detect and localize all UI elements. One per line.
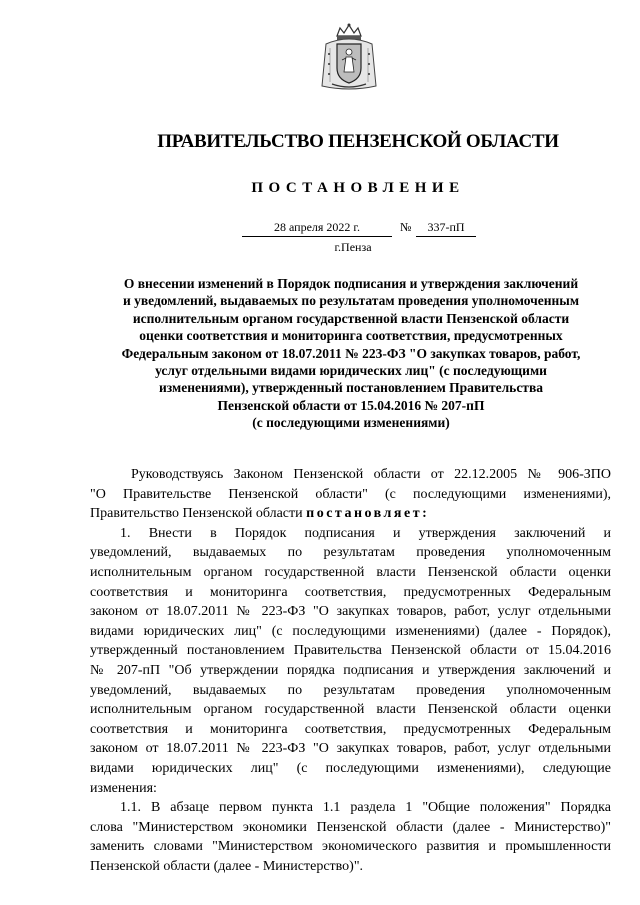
- government-name: ПРАВИТЕЛЬСТВО ПЕНЗЕНСКОЙ ОБЛАСТИ: [157, 131, 559, 152]
- heading-line: (с последующими изменениями): [252, 415, 450, 431]
- document-date: 28 апреля 2022 г.: [242, 220, 392, 237]
- heading-line: исполнительным органом государственной власти Пензенской области: [132, 310, 570, 326]
- heading-line: Пензенской области от 15.04.2016 № 207-пП: [217, 397, 485, 413]
- penza-coat-of-arms-icon: [318, 22, 380, 92]
- document-heading: [90, 275, 612, 432]
- body-line: видами юридических лиц" (с последующими изменениями) (далее - Порядок),: [90, 623, 611, 639]
- body-line: соответствия и мониторинга соответствия, предусмотренных Федеральным: [90, 721, 611, 737]
- document-type: ПОСТАНОВЛЕНИЕ: [251, 180, 465, 196]
- body-line: утвержденный постановлением Правительства Пензенской области от 15.04.2016: [90, 643, 611, 659]
- body-line: исполнительным органом государственной власти Пензенской области оценки: [90, 702, 611, 718]
- body-line: 1. Внести в Порядок подписания и утверждения заключений и: [120, 525, 611, 541]
- body-line: № 207-пП "Об утверждении порядка подписания и утверждения заключений и: [90, 662, 611, 678]
- body-line: слова "Министерством экономики Пензенской области (далее - Министерство)": [90, 819, 611, 835]
- body-line: уведомлений, выдаваемых по результатам проведения уполномоченным: [90, 545, 611, 561]
- preamble-subject: Правительство Пензенской области: [90, 506, 303, 522]
- body-line: Пензенской области (далее - Министерство)".: [90, 858, 364, 874]
- heading-line: и уведомлений, выдаваемых по результатам проведения уполномоченным: [122, 293, 580, 309]
- date-number-line: [0, 220, 640, 238]
- body-line: законом от 18.07.2011 № 223-ФЗ "О закупках товаров, работ, услуг отдельными: [90, 741, 611, 757]
- body-line: законом от 18.07.2011 № 223-ФЗ "О закупках товаров, работ, услуг отдельными: [90, 604, 611, 620]
- resolves-keyword: постановляет:: [306, 506, 430, 522]
- body-line: изменения:: [90, 780, 157, 796]
- heading-line: услуг отдельными видами юридических лиц" (с последующими: [155, 363, 547, 379]
- heading-line: О внесении изменений в Порядок подписания и утверждения заключений: [123, 276, 579, 291]
- document-body: [90, 465, 611, 876]
- body-line: видами юридических лиц" (с последующими изменениями), следующие: [90, 760, 611, 776]
- body-line: "О Правительстве Пензенской области" (с последующими изменениями),: [90, 486, 611, 502]
- body-line: Руководствуясь Законом Пензенской области от 22.12.2005 № 906-ЗПО: [131, 467, 611, 482]
- body-line: соответствия и мониторинга соответствия, предусмотренных Федеральным: [90, 584, 611, 600]
- body-line: заменить словами "Министерством экономического развития и промышленности: [90, 839, 611, 855]
- number-sign: №: [400, 220, 412, 234]
- body-line: [90, 504, 611, 524]
- heading-line: изменениями), утвержденный постановлением Правительства: [159, 380, 543, 396]
- document-number: 337-пП: [416, 220, 476, 237]
- city: г.Пенза: [334, 240, 372, 254]
- body-line: исполнительным органом государственной власти Пензенской области оценки: [90, 564, 611, 580]
- heading-line: оценки соответствия и мониторинга соответствия, предусмотренных: [139, 328, 563, 344]
- body-line: уведомлений, выдаваемых по результатам проведения уполномоченным: [90, 682, 611, 698]
- heading-line: Федеральным законом от 18.07.2011 № 223-ФЗ "О закупках товаров, работ,: [121, 345, 581, 361]
- body-line: 1.1. В абзаце первом пункта 1.1 раздела 1 "Общие положения" Порядка: [120, 800, 611, 816]
